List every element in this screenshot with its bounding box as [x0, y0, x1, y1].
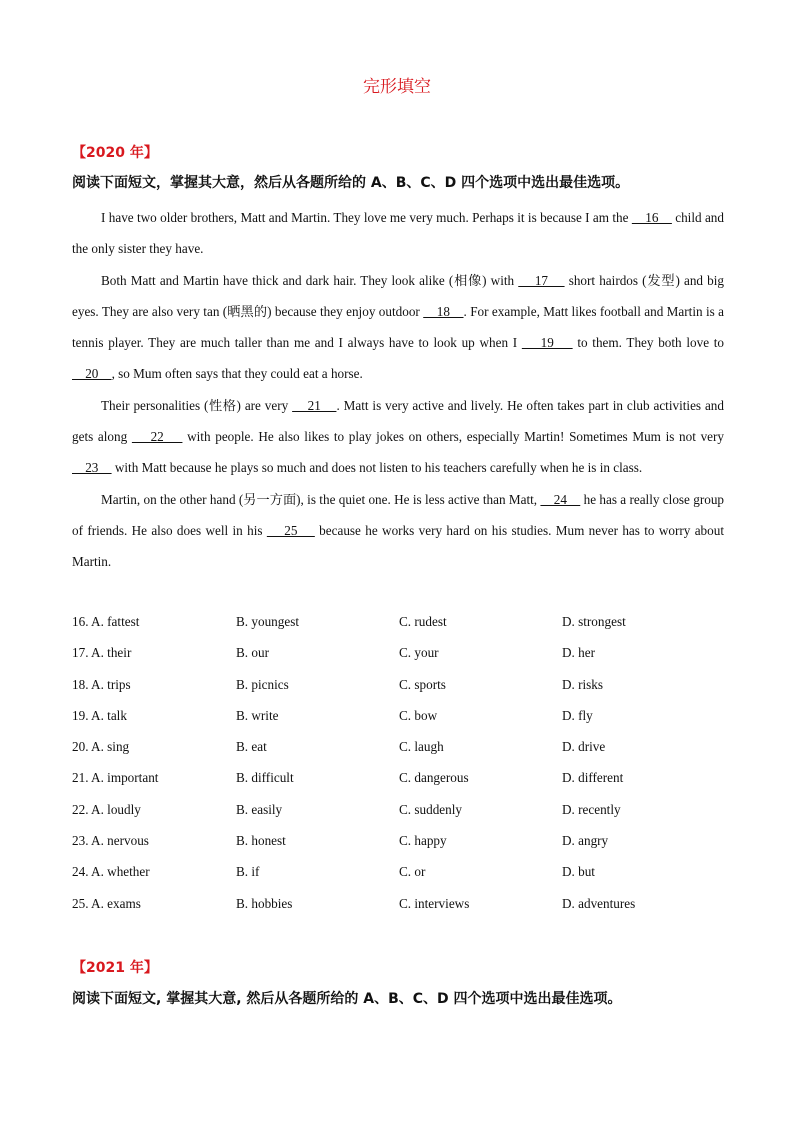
blank-21[interactable]: 21 — [292, 397, 337, 413]
passage — [72, 202, 724, 578]
option[interactable]: B. our — [236, 645, 269, 661]
option-row — [72, 825, 732, 856]
option[interactable]: B. easily — [236, 801, 283, 817]
paragraph-4: Martin, on the other hand (另一方面), is the quiet one. He is less active than Matt, 24 he has a really close group of friends. He also does well in his 25 because he works very hard on his studies. Mum never has to worry about Martin. — [72, 491, 725, 570]
option[interactable]: D. angry — [562, 833, 609, 849]
option[interactable]: C. interviews — [399, 895, 470, 911]
option[interactable]: D. risks — [562, 676, 604, 692]
option[interactable]: B. hobbies — [236, 895, 293, 911]
option[interactable]: C. rudest — [399, 614, 447, 629]
option[interactable]: 23. A. nervous — [72, 833, 149, 849]
option[interactable]: D. but — [562, 864, 595, 880]
paragraph-1: I have two older brothers, Matt and Martin. They love me very much. Perhaps it is because I am the 16 child and the only sister they have. — [72, 210, 724, 257]
blank-20[interactable]: 20 — [72, 366, 112, 382]
option[interactable]: C. bow — [399, 707, 438, 723]
option-row — [72, 762, 732, 793]
page-title: 完形填空 — [363, 77, 431, 97]
option[interactable]: D. drive — [562, 739, 606, 755]
option[interactable]: 16. A. fattest — [72, 614, 140, 629]
option-row — [72, 669, 732, 700]
option[interactable]: C. dangerous — [399, 770, 469, 786]
option[interactable]: D. different — [562, 770, 624, 786]
instruction-2020: 阅读下面短文，掌握其大意，然后从各题所给的 A、B、C、D 四个选项中选出最佳选项。 — [72, 175, 630, 191]
option-row — [72, 856, 732, 887]
year-tag-2021: 【2021 年】 — [72, 960, 158, 976]
option[interactable]: C. happy — [399, 833, 447, 849]
blank-25[interactable]: 25 — [266, 522, 315, 538]
option[interactable]: 18. A. trips — [72, 676, 131, 692]
option[interactable]: C. or — [399, 864, 426, 880]
option[interactable]: C. sports — [399, 676, 446, 692]
blank-22[interactable]: 22 — [131, 429, 183, 445]
option[interactable]: B. write — [236, 707, 279, 723]
option[interactable]: 21. A. important — [72, 770, 159, 786]
option[interactable]: C. suddenly — [399, 801, 463, 817]
instruction-2021: 阅读下面短文, 掌握其大意, 然后从各题所给的 A、B、C、D 四个选项中选出最佳选项。 — [72, 991, 622, 1007]
option[interactable]: D. recently — [562, 801, 621, 817]
blank-17[interactable]: 17 — [518, 272, 565, 288]
paragraph-3: Their personalities (性格) are very 21 . Matt is very active and lively. He often takes part in club activities and gets along 22 with people. He also likes to play jokes on others, especially Martin! Sometimes Mum is not very 23 with Matt because he plays so much and does not listen to his teachers carefully when he is in class. — [72, 397, 725, 476]
option[interactable]: B. if — [236, 864, 260, 880]
option-row — [72, 700, 732, 731]
options-table — [72, 606, 732, 919]
option[interactable]: C. your — [399, 645, 439, 661]
blank-18[interactable]: 18 — [423, 303, 464, 319]
option[interactable]: B. honest — [236, 833, 286, 849]
option[interactable]: 17. A. their — [72, 645, 132, 661]
option[interactable]: 20. A. sing — [72, 739, 130, 755]
option-row — [72, 888, 732, 919]
option-row — [72, 731, 732, 762]
option[interactable]: D. fly — [562, 707, 593, 723]
option-row — [72, 637, 732, 668]
option[interactable]: B. youngest — [236, 614, 300, 629]
blank-16[interactable]: 16 — [631, 210, 672, 225]
option[interactable]: 19. A. talk — [72, 707, 127, 723]
option-row — [72, 794, 732, 825]
option[interactable]: B. picnics — [236, 676, 289, 692]
year-tag-2020: 【2020 年】 — [72, 145, 158, 161]
option[interactable]: D. adventures — [562, 895, 636, 911]
option[interactable]: D. her — [562, 645, 595, 661]
option[interactable]: D. strongest — [562, 614, 626, 629]
option[interactable]: C. laugh — [399, 739, 444, 755]
option-row — [72, 606, 732, 637]
option[interactable]: B. difficult — [236, 770, 294, 786]
paragraph-2: Both Matt and Martin have thick and dark hair. They look alike (相像) with 17 short hairdos (发型) and big eyes. They are also very tan (晒黑的) because they enjoy outdoor 18 . For example, Matt likes football and Martin is a tennis player. They are much taller than me and I always have to look up when I 19 to them. They both love to 20 , so Mum often says that they could eat a horse. — [72, 272, 725, 382]
option[interactable]: 25. A. exams — [72, 895, 141, 911]
option[interactable]: 22. A. loudly — [72, 801, 141, 817]
option[interactable]: 24. A. whether — [72, 864, 150, 880]
blank-23[interactable]: 23 — [72, 460, 112, 476]
blank-24[interactable]: 24 — [540, 491, 581, 507]
option[interactable]: B. eat — [236, 739, 267, 755]
blank-19[interactable]: 19 — [521, 335, 573, 351]
